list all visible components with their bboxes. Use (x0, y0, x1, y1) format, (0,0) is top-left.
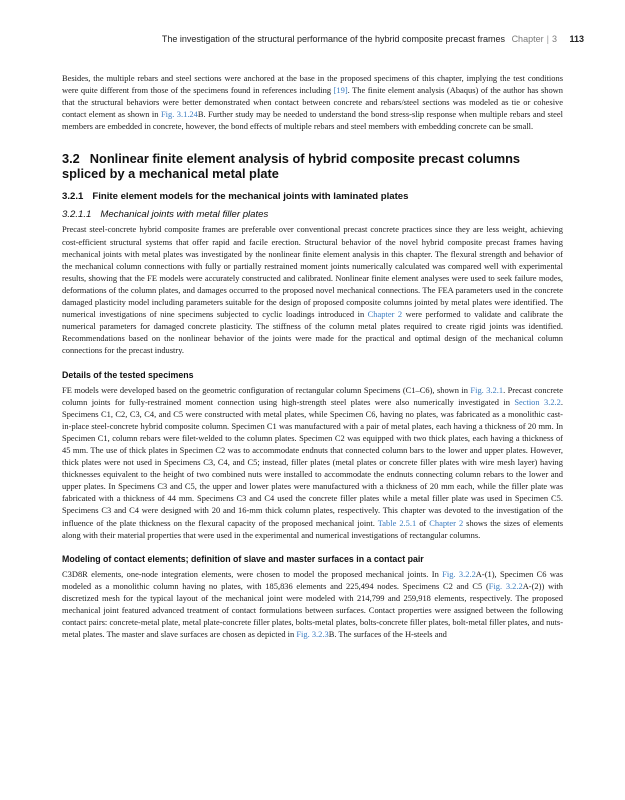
figure-link-3-2-2[interactable]: Fig. 3.2.2 (488, 580, 523, 591)
text-run: Precast steel-concrete hybrid composite frames are preferable over conventional precast concrete practices since they are less weight, achieving cost-efficient structural systems that offer rapid and facile erection. Structural behavior of the novel hybrid composite precast frames having mechanical joints with metal plates was investigated by the nonlinear finite element analysis in this chapter. The flexural strength and behavior of the mechanical column connections with fully or partially restrained moment joints numerically calculated was compared well with experimental results, showing that the FE models were accurately constructed and calibrated. Nonlinear finite element analyses were used to seek failure modes, deformations of the column plates, and damages occurred to the proposed novel mechanical connections. The FEA parameters used in the concrete damaged plasticity model including parameters suitable for the design of proposed composite columns jointed by metal plates were identified. The numerical investigations of nine specimens subjected to cyclic loadings introduced in (62, 224, 563, 320)
page-number: 113 (569, 34, 584, 44)
figure-link-3-2-2[interactable]: Fig. 3.2.2 (442, 568, 476, 579)
text-run: of (416, 517, 430, 528)
text-run: C3D8R elements, one-node integration elements, were chosen to model the proposed mechanical joints. In (62, 568, 443, 579)
chapter-link-2[interactable]: Chapter 2 (429, 517, 464, 528)
heading-tested-specimens: Details of the tested specimens (62, 369, 194, 380)
section-link-3-2-2[interactable]: Section 3.2.2 (514, 396, 561, 407)
subsection-number: 3.2.1 (62, 191, 84, 203)
text-run: . Specimens C1, C2, C3, C4, and C5 were constructed with metal plates, while Specimen C6, having no plates, was fabricated as a monolithic cast-in-place steel-concrete hybrid composite column. Specimen C1 was manufactured with a pair of metal plates, each having a thickness of 20 mm. In Specimen C1, column rebars were filet-welded to the column plates. Specimen C2 was equipped with two thick plates, each having a thickness of 45 mm. The use of thick plates in Specimen C2 was to accommodate endnuts that connected column bars to the lower and upper plates. However, thick plates were not used in Specimens C3, C4, and C5; instead, filler plates (metal plates or concrete filler plates with wire mesh layer) having thicknesses equivalent to the height of two combined nuts were installed to accommodate the endnuts connecting column rebars to the lower and upper plates. In Specimens C3 and C5, the upper and lower plates were manufactured with a thickness of 20 mm each, while the filler plate was fabricated with a thickness of 44 mm. Specimens C3 and C4 used the concrete filler plates while a metal filler plate was used in Specimen C5. Specimens C3 and C4 were designed with 20 and 16-mm thick column plates, respectively. This chapter was devoted to the investigation of the influence of the plate thickness on the flexural capacity of the proposed mechanical joint. (62, 396, 563, 528)
subsubsection-number: 3.2.1.1 (62, 209, 92, 221)
figure-link-3-1-24[interactable]: Fig. 3.1.24 (160, 109, 198, 120)
text-run: B. Further study may be needed to understand the bond stress-slip response when multiple rebars and steel members are embedded in concrete, however, the bond effects of multiple rebars and steel members with embedding concrete can be small. (62, 109, 564, 132)
details-paragraph (62, 384, 563, 541)
running-head-chapter-label: Chapter (511, 34, 544, 44)
section-title: Nonlinear finite element analysis of hybrid composite precast columns spliced by a mechanical metal plate (62, 151, 521, 182)
running-head-chapter-number: 3 (551, 34, 557, 44)
section-number: 3.2 (62, 151, 80, 167)
text-run: B. The surfaces of the H-steels and (328, 629, 447, 640)
text-run: A-(1), Specimen C6 was modeled as a monolithic column having no plates, with 185,836 elements and 225,494 nodes. Specimens C2 and C5 ( (62, 568, 564, 591)
running-head-title: The investigation of the structural performance of the hybrid composite precast frames (161, 34, 506, 44)
subsection-heading-3-2-1 (62, 191, 563, 203)
subsubsection-title: Mechanical joints with metal filler plates (100, 209, 269, 221)
table-link-2-5-1[interactable]: Table 2.5.1 (377, 517, 417, 528)
subsection-title: Finite element models for the mechanical joints with laminated plates (92, 191, 409, 203)
modeling-paragraph (62, 568, 563, 641)
text-run: FE models were developed based on the geometric configuration of rectangular column Specimens (C1–C6), shown in (62, 384, 471, 395)
running-head-separator: | (546, 34, 549, 44)
text-run: were performed to validate and calibrate the numerical parameters for damaged concrete plasticity. The stiffness of the column metal plates required to create rigid joints was identified. Recommendations based on the nonlinear behavior of the joints were made for the practical and optimal design of the mechanical column connections for the precast industry. (62, 309, 563, 356)
figure-link-3-2-3[interactable]: Fig. 3.2.3 (296, 629, 329, 640)
fe-paragraph (62, 223, 563, 356)
figure-link-3-2-1[interactable]: Fig. 3.2.1 (470, 384, 504, 395)
reference-link-19[interactable]: [19] (333, 85, 348, 96)
main-content (62, 72, 563, 640)
text-run: A-(2)) with discretized mesh for the typical layout of the mechanical joint were modeled with 214,799 and 259,918 elements, respectively. The proposed mechanical joint featured advanced treatment of contact formulations between surfaces. Contact properties were assigned between the following contact pairs: concrete-metal plate, metal plate-concrete filler plates, bolts-metal plates, bolts-concrete filler plates, bolt-metal filler plates, and nuts-metal plates. The master and slave surfaces are chosen as depicted in (62, 580, 563, 640)
text-run: . Precast concrete column joints for fully-restrained moment connection using high-strength steel plates were also numerically investigated in (62, 384, 563, 407)
section-heading-3-2 (62, 151, 563, 181)
intro-paragraph (62, 72, 563, 132)
heading-contact-modeling: Modeling of contact elements; definition of slave and master surfaces in a contact pair (62, 553, 424, 564)
text-run: shows the sizes of elements along with their material properties that were used in the experimental and numerical investigations of rectangular columns. (62, 517, 563, 540)
chapter-link-2[interactable]: Chapter 2 (367, 309, 403, 320)
subsubsection-heading-3-2-1-1 (62, 209, 563, 221)
text-run: Besides, the multiple rebars and steel sections were anchored at the base in the proposed specimens of this chapter, implying the test conditions were quite different from those of the specimens found in references including (62, 73, 563, 96)
running-head (162, 34, 584, 44)
text-run: . The finite element analysis (Abaqus) of the author has shown that the structural behaviors were better demonstrated when contact between concrete and rebars/steel sections was modeled as tie or cohesive contact element as shown in (62, 85, 563, 120)
